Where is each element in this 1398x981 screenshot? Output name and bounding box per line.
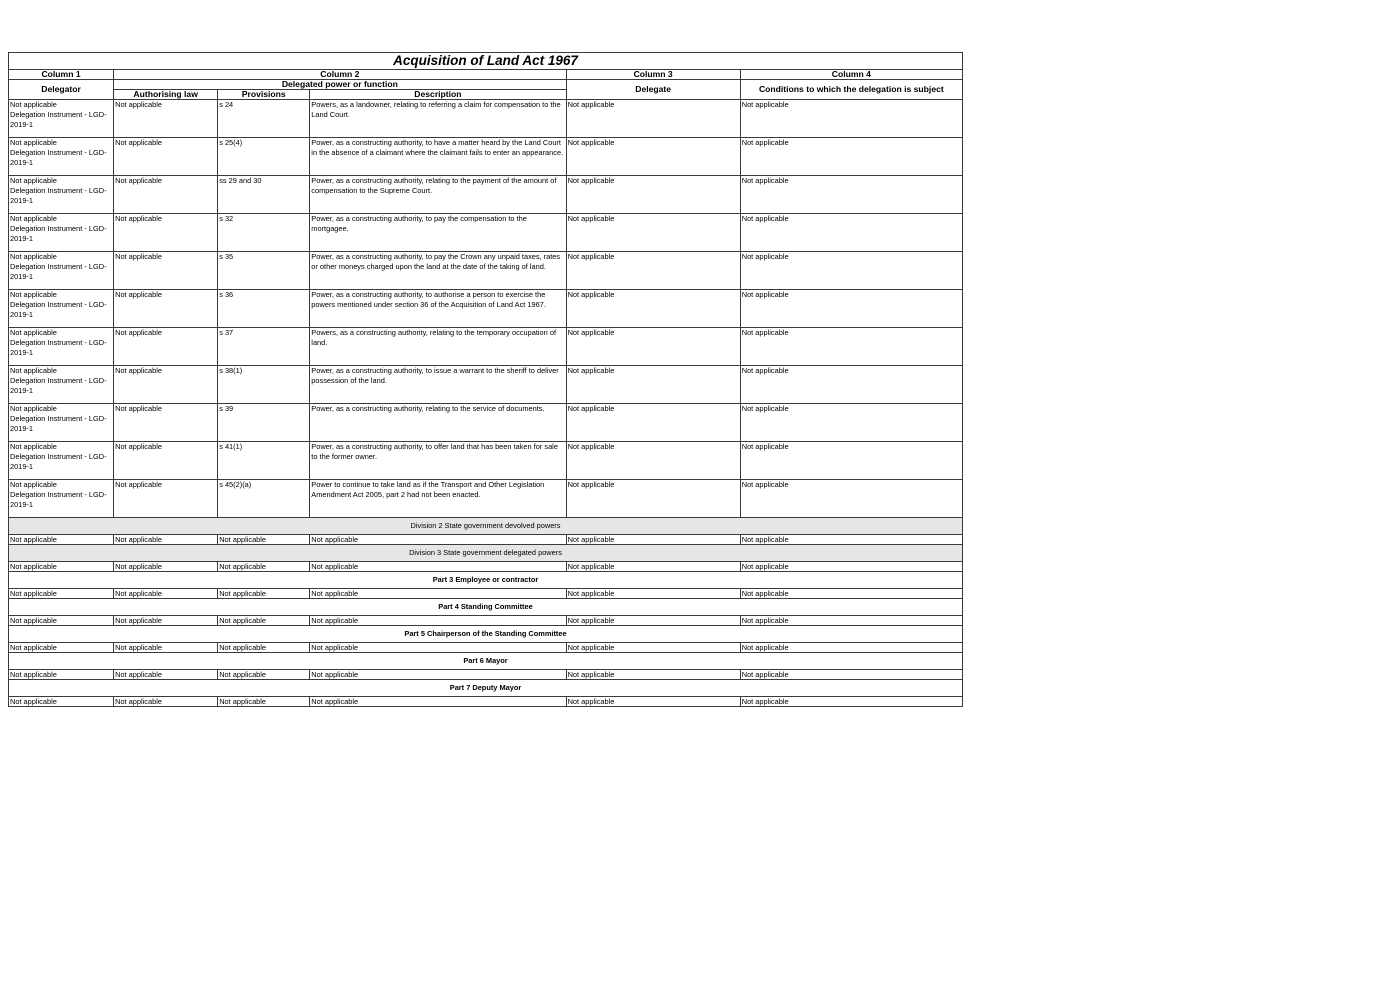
provision-cell: Not applicable <box>218 697 310 707</box>
conditions-cell: Not applicable <box>740 616 962 626</box>
description-cell: Not applicable <box>310 562 566 572</box>
conditions-cell: Not applicable <box>740 100 962 138</box>
delegator-cell: Not applicable Delegation Instrument - LGD-2019-1 <box>9 442 114 480</box>
delegator-cell: Not applicable Delegation Instrument - LGD-2019-1 <box>9 138 114 176</box>
authorising-law-cell: Not applicable <box>114 290 218 328</box>
delegator-cell: Not applicable <box>9 589 114 599</box>
section-title: Part 3 Employee or contractor <box>9 572 963 589</box>
delegator-cell: Not applicable Delegation Instrument - LGD-2019-1 <box>9 290 114 328</box>
delegator-header: Delegator <box>9 80 114 100</box>
description-cell: Not applicable <box>310 643 566 653</box>
delegator-cell: Not applicable <box>9 616 114 626</box>
column2-header: Column 2 <box>114 70 566 80</box>
delegator-cell: Not applicable Delegation Instrument - LGD-2019-1 <box>9 328 114 366</box>
delegator-cell: Not applicable <box>9 697 114 707</box>
section-header-row <box>9 626 963 643</box>
conditions-cell: Not applicable <box>740 366 962 404</box>
delegate-cell: Not applicable <box>566 616 740 626</box>
section-title: Part 4 Standing Committee <box>9 599 963 616</box>
conditions-cell: Not applicable <box>740 480 962 518</box>
conditions-cell: Not applicable <box>740 442 962 480</box>
description-cell: Powers, as a constructing authority, relating to the temporary occupation of land. <box>310 328 566 366</box>
delegate-cell: Not applicable <box>566 643 740 653</box>
authorising-law-cell: Not applicable <box>114 138 218 176</box>
provisions-header: Provisions <box>218 90 310 100</box>
conditions-cell: Not applicable <box>740 697 962 707</box>
table-row <box>9 616 963 626</box>
description-cell: Not applicable <box>310 535 566 545</box>
conditions-cell: Not applicable <box>740 535 962 545</box>
delegator-cell: Not applicable <box>9 643 114 653</box>
authorising-law-cell: Not applicable <box>114 404 218 442</box>
delegation-table <box>8 52 963 707</box>
authorising-law-cell: Not applicable <box>114 616 218 626</box>
delegate-cell: Not applicable <box>566 404 740 442</box>
conditions-cell: Not applicable <box>740 404 962 442</box>
table-row <box>9 290 963 328</box>
delegator-cell: Not applicable Delegation Instrument - LGD-2019-1 <box>9 480 114 518</box>
conditions-cell: Not applicable <box>740 328 962 366</box>
delegate-cell: Not applicable <box>566 562 740 572</box>
section-title: Part 7 Deputy Mayor <box>9 680 963 697</box>
authorising-law-cell: Not applicable <box>114 535 218 545</box>
description-cell: Power, as a constructing authority, to have a matter heard by the Land Court in the absence of a claimant where the claimant fails to enter an appearance. <box>310 138 566 176</box>
section-title: Part 6 Mayor <box>9 653 963 670</box>
column3-header: Column 3 <box>566 70 740 80</box>
column1-header: Column 1 <box>9 70 114 80</box>
description-header: Description <box>310 90 566 100</box>
provision-cell: s 24 <box>218 100 310 138</box>
provision-cell: s 36 <box>218 290 310 328</box>
authorising-law-cell: Not applicable <box>114 100 218 138</box>
conditions-cell: Not applicable <box>740 252 962 290</box>
provision-cell: ss 29 and 30 <box>218 176 310 214</box>
section-header-row <box>9 653 963 670</box>
description-cell: Power, as a constructing authority, relating to the payment of the amount of compensation to the Supreme Court. <box>310 176 566 214</box>
delegator-cell: Not applicable Delegation Instrument - LGD-2019-1 <box>9 214 114 252</box>
authorising-law-cell: Not applicable <box>114 643 218 653</box>
provision-cell: s 38(1) <box>218 366 310 404</box>
provision-cell: s 39 <box>218 404 310 442</box>
description-cell: Powers, as a landowner, relating to referring a claim for compensation to the Land Court. <box>310 100 566 138</box>
delegate-cell: Not applicable <box>566 252 740 290</box>
provision-cell: s 32 <box>218 214 310 252</box>
authorising-law-cell: Not applicable <box>114 670 218 680</box>
delegate-cell: Not applicable <box>566 442 740 480</box>
table-row <box>9 404 963 442</box>
provision-cell: s 37 <box>218 328 310 366</box>
conditions-cell: Not applicable <box>740 290 962 328</box>
provision-cell: Not applicable <box>218 535 310 545</box>
delegate-cell: Not applicable <box>566 290 740 328</box>
delegate-cell: Not applicable <box>566 535 740 545</box>
description-cell: Power, as a constructing authority, relating to the service of documents. <box>310 404 566 442</box>
table-row <box>9 562 963 572</box>
delegated-power-header: Delegated power or function <box>114 80 566 90</box>
table-row <box>9 535 963 545</box>
provision-cell: s 25(4) <box>218 138 310 176</box>
delegator-cell: Not applicable Delegation Instrument - LGD-2019-1 <box>9 176 114 214</box>
description-cell: Not applicable <box>310 616 566 626</box>
delegator-cell: Not applicable Delegation Instrument - LGD-2019-1 <box>9 404 114 442</box>
provision-cell: Not applicable <box>218 643 310 653</box>
authorising-law-header: Authorising law <box>114 90 218 100</box>
authorising-law-cell: Not applicable <box>114 562 218 572</box>
table-title: Acquisition of Land Act 1967 <box>9 53 963 70</box>
section-title: Part 5 Chairperson of the Standing Committee <box>9 626 963 643</box>
table-row <box>9 670 963 680</box>
table-row <box>9 697 963 707</box>
delegator-cell: Not applicable Delegation Instrument - LGD-2019-1 <box>9 252 114 290</box>
conditions-header: Conditions to which the delegation is subject <box>740 80 962 100</box>
authorising-law-cell: Not applicable <box>114 252 218 290</box>
description-cell: Power, as a constructing authority, to issue a warrant to the sheriff to deliver possession of the land. <box>310 366 566 404</box>
conditions-cell: Not applicable <box>740 589 962 599</box>
delegator-cell: Not applicable <box>9 535 114 545</box>
description-cell: Not applicable <box>310 589 566 599</box>
conditions-cell: Not applicable <box>740 643 962 653</box>
delegator-cell: Not applicable <box>9 562 114 572</box>
description-cell: Power to continue to take land as if the Transport and Other Legislation Amendment Act 2005, part 2 had not been enacted. <box>310 480 566 518</box>
section-header-row <box>9 518 963 535</box>
section-header-row <box>9 680 963 697</box>
delegator-cell: Not applicable Delegation Instrument - LGD-2019-1 <box>9 366 114 404</box>
delegate-cell: Not applicable <box>566 328 740 366</box>
delegate-cell: Not applicable <box>566 138 740 176</box>
provision-cell: Not applicable <box>218 670 310 680</box>
delegate-cell: Not applicable <box>566 100 740 138</box>
delegator-cell: Not applicable <box>9 670 114 680</box>
conditions-cell: Not applicable <box>740 670 962 680</box>
provision-cell: Not applicable <box>218 589 310 599</box>
section-header-row <box>9 572 963 589</box>
authorising-law-cell: Not applicable <box>114 589 218 599</box>
description-cell: Power, as a constructing authority, to pay the Crown any unpaid taxes, rates or other moneys charged upon the land at the date of the taking of land. <box>310 252 566 290</box>
delegator-cell: Not applicable Delegation Instrument - LGD-2019-1 <box>9 100 114 138</box>
provision-cell: s 35 <box>218 252 310 290</box>
description-cell: Power, as a constructing authority, to authorise a person to exercise the powers mentioned under section 36 of the Acquisition of Land Act 1967. <box>310 290 566 328</box>
delegate-cell: Not applicable <box>566 366 740 404</box>
table-row <box>9 589 963 599</box>
delegate-cell: Not applicable <box>566 480 740 518</box>
table-row <box>9 366 963 404</box>
delegate-cell: Not applicable <box>566 589 740 599</box>
section-title: Division 2 State government devolved powers <box>9 518 963 535</box>
delegate-cell: Not applicable <box>566 214 740 252</box>
description-cell: Power, as a constructing authority, to pay the compensation to the mortgagee. <box>310 214 566 252</box>
table-row <box>9 480 963 518</box>
provision-cell: s 41(1) <box>218 442 310 480</box>
table-row <box>9 643 963 653</box>
delegate-cell: Not applicable <box>566 697 740 707</box>
description-cell: Not applicable <box>310 697 566 707</box>
column4-header: Column 4 <box>740 70 962 80</box>
table-row <box>9 100 963 138</box>
description-cell: Not applicable <box>310 670 566 680</box>
table-row <box>9 328 963 366</box>
authorising-law-cell: Not applicable <box>114 214 218 252</box>
authorising-law-cell: Not applicable <box>114 366 218 404</box>
authorising-law-cell: Not applicable <box>114 176 218 214</box>
delegate-header: Delegate <box>566 80 740 100</box>
description-cell: Power, as a constructing authority, to offer land that has been taken for sale to the former owner. <box>310 442 566 480</box>
authorising-law-cell: Not applicable <box>114 442 218 480</box>
section-title: Division 3 State government delegated powers <box>9 545 963 562</box>
provision-cell: Not applicable <box>218 616 310 626</box>
delegate-cell: Not applicable <box>566 670 740 680</box>
delegate-cell: Not applicable <box>566 176 740 214</box>
authorising-law-cell: Not applicable <box>114 697 218 707</box>
section-header-row <box>9 545 963 562</box>
conditions-cell: Not applicable <box>740 138 962 176</box>
authorising-law-cell: Not applicable <box>114 480 218 518</box>
conditions-cell: Not applicable <box>740 562 962 572</box>
table-row <box>9 138 963 176</box>
authorising-law-cell: Not applicable <box>114 328 218 366</box>
section-header-row <box>9 599 963 616</box>
table-row <box>9 442 963 480</box>
provision-cell: Not applicable <box>218 562 310 572</box>
table-row <box>9 214 963 252</box>
table-row <box>9 176 963 214</box>
conditions-cell: Not applicable <box>740 176 962 214</box>
table-row <box>9 252 963 290</box>
provision-cell: s 45(2)(a) <box>218 480 310 518</box>
conditions-cell: Not applicable <box>740 214 962 252</box>
